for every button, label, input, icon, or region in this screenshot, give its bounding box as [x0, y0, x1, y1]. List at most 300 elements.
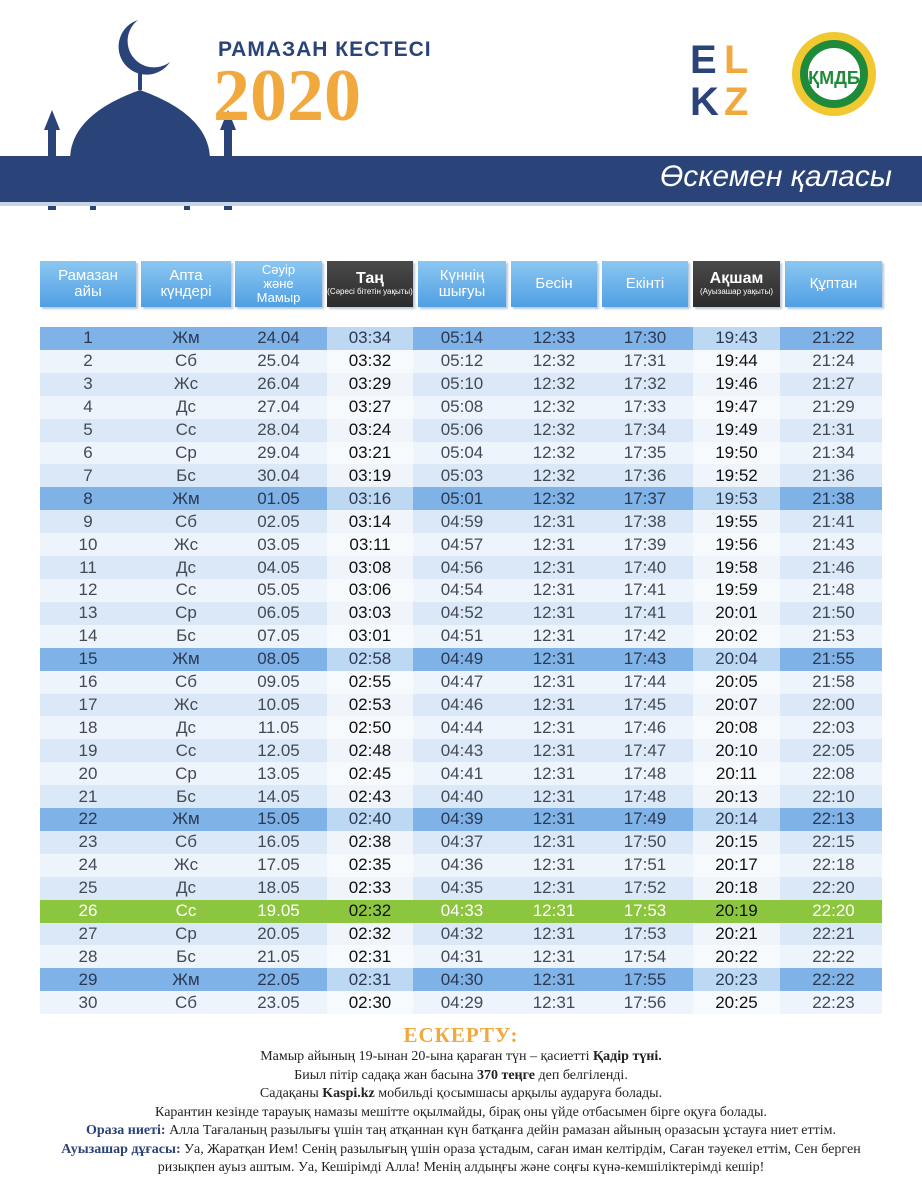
cell-dhuhr: 12:31: [532, 832, 576, 852]
cell-isha: 22:18: [812, 855, 855, 875]
cell-date: 08.05: [257, 649, 300, 669]
cell-maghrib: 19:50: [693, 442, 780, 465]
cell-weekday: Ср: [175, 442, 197, 462]
cell-isha: 21:36: [812, 465, 855, 485]
cell-asr: 17:45: [623, 694, 667, 714]
cell-maghrib: 19:47: [693, 396, 780, 419]
cell-asr: 17:33: [623, 397, 667, 417]
svg-text:Z: Z: [724, 80, 749, 117]
cell-weekday: Ср: [175, 603, 197, 623]
cell-dhuhr: 12:31: [532, 901, 576, 921]
cell-asr: 17:55: [623, 969, 667, 989]
table-row: [40, 762, 882, 785]
cell-day: 10: [78, 534, 98, 554]
cell-fajr: 02:40: [327, 808, 413, 831]
cell-maghrib: 20:02: [693, 625, 780, 648]
table-row: [40, 373, 882, 396]
note-line: Ауызашар дұғасы: Уа, Жаратқан Ием! Сенің разылығың үшін ораза ұстадым, саған иман келтірдім, Саған тәуекел еттім, Сен берген: [61, 1141, 861, 1157]
cell-sunrise: 04:32: [440, 924, 484, 944]
cell-dhuhr: 12:31: [532, 672, 576, 692]
cell-date: 15.05: [257, 809, 300, 829]
cell-day: 6: [83, 442, 93, 462]
cell-isha: 22:20: [812, 878, 855, 898]
cell-dhuhr: 12:32: [532, 420, 576, 440]
cell-weekday: Ср: [175, 763, 197, 783]
cell-fajr: 02:48: [327, 739, 413, 762]
table-row: [40, 625, 882, 648]
cell-day: 26: [78, 901, 98, 921]
cell-date: 27.04: [257, 397, 300, 417]
cell-asr: 17:56: [623, 992, 667, 1012]
cell-day: 23: [78, 832, 98, 852]
cell-isha: 22:05: [812, 740, 855, 760]
cell-maghrib: 19:55: [693, 510, 780, 533]
cell-dhuhr: 12:32: [532, 351, 576, 371]
cell-isha: 21:29: [812, 397, 855, 417]
table-row: [40, 419, 882, 442]
cell-fajr: 02:45: [327, 762, 413, 785]
table-row: [40, 900, 882, 923]
table-row: [40, 510, 882, 533]
cell-sunrise: 04:33: [440, 901, 484, 921]
cell-maghrib: 20:07: [693, 694, 780, 717]
cell-fajr: 03:14: [327, 510, 413, 533]
table-row: [40, 671, 882, 694]
cell-fajr: 02:53: [327, 694, 413, 717]
cell-asr: 17:44: [623, 672, 667, 692]
cell-dhuhr: 12:31: [532, 626, 576, 646]
cell-sunrise: 04:40: [440, 786, 484, 806]
note-line: Садақаны Kaspi.kz мобильді қосымшасы арқылы аударуға болады.: [259, 1086, 663, 1101]
cell-sunrise: 04:39: [440, 809, 484, 829]
cell-sunrise: 04:46: [440, 694, 484, 714]
cell-asr: 17:52: [623, 878, 667, 898]
cell-date: 24.04: [257, 328, 300, 348]
cell-weekday: Жм: [172, 488, 200, 508]
cell-sunrise: 04:41: [440, 763, 484, 783]
table-row: [40, 945, 882, 968]
cell-dhuhr: 12:31: [532, 786, 576, 806]
cell-isha: 21:34: [812, 442, 855, 462]
cell-sunrise: 04:47: [440, 672, 484, 692]
cell-asr: 17:53: [623, 901, 667, 921]
cell-isha: 21:46: [812, 557, 855, 577]
cell-weekday: Бс: [176, 786, 196, 806]
schedule-year: 2020: [213, 55, 361, 137]
cell-day: 9: [83, 511, 93, 531]
cell-isha: 21:41: [812, 511, 855, 531]
cell-maghrib: 20:04: [693, 648, 780, 671]
cell-weekday: Сб: [174, 832, 197, 852]
cell-weekday: Ср: [175, 924, 197, 944]
cell-day: 2: [83, 351, 93, 371]
cell-date: 16.05: [257, 832, 300, 852]
kmdb-seal: [790, 30, 878, 118]
cell-isha: 21:31: [812, 420, 855, 440]
notes-title: ЕСКЕРТУ:: [403, 1023, 519, 1047]
cell-weekday: Бс: [176, 465, 196, 485]
cell-day: 17: [78, 694, 98, 714]
cell-dhuhr: 12:32: [532, 465, 576, 485]
cell-asr: 17:41: [623, 603, 667, 623]
cell-maghrib: 19:44: [693, 350, 780, 373]
cell-asr: 17:54: [623, 946, 667, 966]
cell-day: 11: [79, 557, 97, 577]
cell-fajr: 03:06: [327, 579, 413, 602]
cell-asr: 17:53: [623, 924, 667, 944]
cell-maghrib: 20:14: [693, 808, 780, 831]
cell-weekday: Жс: [173, 374, 199, 394]
cell-isha: 21:58: [812, 672, 855, 692]
cell-sunrise: 05:06: [440, 420, 484, 440]
table-row: [40, 648, 882, 671]
cell-dhuhr: 12:32: [532, 488, 576, 508]
cell-maghrib: 20:01: [693, 602, 780, 625]
cell-sunrise: 04:37: [440, 832, 484, 852]
cell-day: 25: [78, 878, 98, 898]
cell-fajr: 02:43: [327, 785, 413, 808]
svg-text:K: K: [690, 80, 719, 117]
cell-dhuhr: 12:31: [532, 924, 576, 944]
cell-date: 20.05: [257, 924, 300, 944]
cell-day: 18: [78, 717, 98, 737]
cell-sunrise: 04:56: [440, 557, 484, 577]
table-row: [40, 533, 882, 556]
cell-day: 8: [83, 488, 93, 508]
cell-sunrise: 04:51: [440, 626, 484, 646]
cell-date: 05.05: [257, 580, 300, 600]
note-line: Мамыр айының 19-ынан 20-ына қараған түн – қасиетті Қадір түні.: [260, 1049, 662, 1064]
cell-sunrise: 04:57: [440, 534, 484, 554]
cell-isha: 22:20: [812, 901, 855, 921]
cell-isha: 22:03: [812, 717, 855, 737]
cell-weekday: Сс: [175, 740, 197, 760]
cell-date: 17.05: [257, 855, 300, 875]
table-row: [40, 716, 882, 739]
cell-isha: 21:22: [812, 328, 855, 348]
cell-dhuhr: 12:31: [532, 603, 576, 623]
cell-fajr: 03:21: [327, 442, 413, 465]
cell-fajr: 02:32: [327, 923, 413, 946]
cell-date: 26.04: [257, 374, 300, 394]
table-row: [40, 579, 882, 602]
cell-date: 28.04: [257, 420, 300, 440]
cell-maghrib: 20:08: [693, 716, 780, 739]
cell-asr: 17:34: [623, 420, 667, 440]
note-line: Биыл пітір садақа жан басына 370 теңге деп белгіленді.: [294, 1067, 628, 1083]
cell-dhuhr: 12:31: [532, 740, 576, 760]
cell-asr: 17:32: [623, 374, 667, 394]
cell-day: 16: [78, 672, 98, 692]
col-weekday: Апта күндері: [141, 261, 231, 307]
cell-day: 1: [83, 328, 93, 348]
cell-day: 29: [78, 969, 98, 989]
cell-dhuhr: 12:31: [532, 763, 576, 783]
cell-date: 22.05: [257, 969, 300, 989]
cell-date: 01.05: [257, 488, 300, 508]
cell-sunrise: 04:44: [440, 717, 484, 737]
col-dhuhr: Бесін: [511, 261, 597, 307]
cell-isha: 22:00: [812, 694, 855, 714]
cell-day: 7: [83, 465, 93, 485]
cell-sunrise: 04:43: [440, 740, 484, 760]
cell-maghrib: 19:53: [693, 487, 780, 510]
cell-dhuhr: 12:32: [532, 374, 576, 394]
cell-dhuhr: 12:31: [532, 946, 576, 966]
cell-sunrise: 05:04: [440, 442, 484, 462]
col-ramadan-day: Рамазан айы: [40, 261, 136, 307]
table-row: [40, 464, 882, 487]
cell-sunrise: 04:36: [440, 855, 484, 875]
cell-asr: 17:43: [623, 649, 667, 669]
cell-maghrib: 19:56: [693, 533, 780, 556]
cell-sunrise: 05:01: [440, 488, 484, 508]
table-row: [40, 785, 882, 808]
cell-dhuhr: 12:31: [532, 809, 576, 829]
cell-fajr: 03:34: [327, 327, 413, 350]
cell-weekday: Дс: [175, 878, 196, 898]
cell-fajr: 02:55: [327, 671, 413, 694]
schedule-title: РАМАЗАН КЕСТЕСІ: [218, 38, 432, 61]
cell-dhuhr: 12:31: [532, 557, 576, 577]
cell-sunrise: 04:29: [440, 992, 484, 1012]
cell-date: 04.05: [257, 557, 300, 577]
cell-asr: 17:39: [623, 534, 667, 554]
cell-weekday: Жс: [173, 694, 199, 714]
note-line: Ораза ниеті: Алла Тағаланың разылығы үшін таң атқаннан күн батқанға дейін рамазан айының оразасын ұстауға ниет еттім.: [85, 1123, 837, 1138]
cell-date: 11.05: [257, 717, 300, 737]
cell-date: 14.05: [257, 786, 300, 806]
cell-day: 12: [78, 580, 98, 600]
cell-day: 30: [78, 992, 98, 1012]
cell-asr: 17:30: [623, 328, 667, 348]
cell-maghrib: 20:05: [693, 671, 780, 694]
cell-asr: 17:36: [623, 465, 667, 485]
notes-section: [0, 1022, 922, 1178]
cell-maghrib: 19:52: [693, 464, 780, 487]
cell-date: 30.04: [257, 465, 300, 485]
cell-fajr: 02:30: [327, 991, 413, 1014]
cell-sunrise: 04:35: [440, 878, 484, 898]
cell-date: 23.05: [257, 992, 300, 1012]
cell-weekday: Жм: [172, 969, 200, 989]
schedule-table: [40, 327, 882, 1014]
cell-day: 21: [78, 786, 98, 806]
cell-isha: 22:22: [812, 946, 855, 966]
col-date: Сәуір және Мамыр: [235, 261, 322, 307]
cell-fajr: 03:27: [327, 396, 413, 419]
cell-date: 19.05: [257, 901, 300, 921]
cell-weekday: Жм: [172, 809, 200, 829]
cell-asr: 17:38: [623, 511, 667, 531]
cell-sunrise: 05:12: [440, 351, 484, 371]
cell-isha: 21:50: [812, 603, 855, 623]
cell-day: 20: [78, 763, 98, 783]
cell-day: 13: [78, 603, 98, 623]
cell-weekday: Жс: [173, 855, 199, 875]
cell-asr: 17:40: [623, 557, 667, 577]
cell-date: 10.05: [257, 694, 300, 714]
cell-isha: 21:48: [812, 580, 855, 600]
cell-isha: 22:22: [812, 969, 855, 989]
cell-dhuhr: 12:31: [532, 717, 576, 737]
city-name: Өскемен қаласы: [659, 160, 892, 193]
cell-dhuhr: 12:31: [532, 969, 576, 989]
cell-date: 02.05: [257, 511, 300, 531]
cell-sunrise: 05:08: [440, 397, 484, 417]
cell-fajr: 03:11: [327, 533, 413, 556]
cell-maghrib: 20:21: [693, 923, 780, 946]
table-row: [40, 396, 882, 419]
table-row: [40, 831, 882, 854]
cell-maghrib: 20:10: [693, 739, 780, 762]
cell-weekday: Жм: [172, 649, 200, 669]
cell-weekday: Сс: [175, 580, 197, 600]
cell-day: 19: [78, 740, 98, 760]
cell-date: 29.04: [257, 442, 300, 462]
cell-day: 22: [78, 809, 98, 829]
cell-sunrise: 04:49: [440, 649, 484, 669]
cell-maghrib: 20:11: [693, 762, 780, 785]
cell-weekday: Сб: [174, 992, 197, 1012]
table-row: [40, 442, 882, 465]
cell-sunrise: 04:54: [440, 580, 484, 600]
cell-dhuhr: 12:31: [532, 878, 576, 898]
svg-text:E: E: [690, 38, 717, 82]
table-row: [40, 602, 882, 625]
table-row: [40, 487, 882, 510]
cell-maghrib: 20:25: [693, 991, 780, 1014]
cell-asr: 17:42: [623, 626, 667, 646]
table-row: [40, 991, 882, 1014]
table-row: [40, 968, 882, 991]
cell-fajr: 03:16: [327, 487, 413, 510]
cell-dhuhr: 12:31: [532, 694, 576, 714]
cell-fajr: 02:50: [327, 716, 413, 739]
cell-asr: 17:48: [623, 786, 667, 806]
cell-dhuhr: 12:31: [532, 992, 576, 1012]
cell-weekday: Бс: [176, 626, 196, 646]
cell-isha: 22:23: [812, 992, 855, 1012]
cell-dhuhr: 12:32: [532, 442, 576, 462]
cell-sunrise: 05:10: [440, 374, 484, 394]
cell-fajr: 03:08: [327, 556, 413, 579]
cell-date: 07.05: [257, 626, 300, 646]
cell-day: 15: [78, 649, 98, 669]
cell-weekday: Дс: [175, 557, 196, 577]
col-maghrib: Ақшам (Ауызашар уақыты): [693, 261, 780, 307]
cell-sunrise: 04:31: [440, 946, 484, 966]
cell-sunrise: 04:59: [440, 511, 484, 531]
cell-fajr: 02:38: [327, 831, 413, 854]
cell-sunrise: 05:03: [440, 465, 484, 485]
cell-asr: 17:47: [623, 740, 667, 760]
cell-date: 06.05: [257, 603, 300, 623]
cell-weekday: Бс: [176, 946, 196, 966]
cell-asr: 17:50: [623, 832, 667, 852]
svg-text:ҚМДБ: ҚМДБ: [808, 68, 860, 88]
cell-fajr: 02:32: [327, 900, 413, 923]
cell-asr: 17:49: [623, 809, 667, 829]
table-row: [40, 877, 882, 900]
cell-day: 28: [78, 946, 98, 966]
cell-day: 4: [83, 397, 93, 417]
table-row: [40, 739, 882, 762]
cell-weekday: Сс: [175, 420, 197, 440]
cell-day: 5: [83, 420, 93, 440]
cell-weekday: Дс: [175, 397, 196, 417]
cell-isha: 21:38: [812, 488, 855, 508]
col-fajr: Таң (Сәресі бітетін уақыты): [327, 261, 413, 307]
cell-weekday: Сб: [174, 672, 197, 692]
cell-maghrib: 19:43: [693, 327, 780, 350]
cell-isha: 21:27: [812, 374, 855, 394]
cell-weekday: Жм: [172, 328, 200, 348]
col-asr: Екінті: [602, 261, 688, 307]
cell-asr: 17:37: [623, 488, 667, 508]
table-row: [40, 694, 882, 717]
cell-isha: 22:15: [812, 832, 855, 852]
cell-day: 27: [78, 924, 98, 944]
cell-fajr: 02:35: [327, 854, 413, 877]
note-line: ризықпен ауыз аштым. Уа, Кешірімді Алла! Менің алдыңғы және соңғы күнә-кемшіліктерімді кешір!: [157, 1160, 765, 1175]
cell-maghrib: 19:59: [693, 579, 780, 602]
cell-maghrib: 20:19: [693, 900, 780, 923]
cell-asr: 17:31: [623, 351, 667, 371]
cell-weekday: Сс: [175, 901, 197, 921]
table-row: [40, 854, 882, 877]
cell-dhuhr: 12:31: [532, 534, 576, 554]
cell-maghrib: 20:22: [693, 945, 780, 968]
table-row: [40, 327, 882, 350]
svg-text:L: L: [724, 38, 749, 82]
note-line: Карантин кезінде тарауық намазы мешітте оқылмайды, бірақ оны үйде отбасымен бірге оқуға болады.: [155, 1104, 767, 1120]
table-row: [40, 808, 882, 831]
cell-asr: 17:48: [623, 763, 667, 783]
cell-isha: 22:21: [812, 924, 855, 944]
cell-asr: 17:41: [623, 580, 667, 600]
table-row: [40, 350, 882, 373]
cell-maghrib: 20:23: [693, 968, 780, 991]
cell-fajr: 03:24: [327, 419, 413, 442]
cell-asr: 17:46: [623, 717, 667, 737]
cell-fajr: 03:03: [327, 602, 413, 625]
cell-maghrib: 20:13: [693, 785, 780, 808]
cell-fajr: 03:29: [327, 373, 413, 396]
col-isha: Құптан: [785, 261, 882, 307]
cell-date: 03.05: [257, 534, 300, 554]
cell-dhuhr: 12:33: [532, 328, 576, 348]
cell-maghrib: 20:15: [693, 831, 780, 854]
cell-dhuhr: 12:31: [532, 649, 576, 669]
cell-day: 24: [78, 855, 98, 875]
cell-date: 18.05: [257, 878, 300, 898]
cell-weekday: Сб: [174, 351, 197, 371]
col-sunrise: Күннің шығуы: [418, 261, 506, 307]
cell-maghrib: 19:46: [693, 373, 780, 396]
table-row: [40, 556, 882, 579]
cell-day: 14: [78, 626, 98, 646]
cell-maghrib: 19:49: [693, 419, 780, 442]
cell-fajr: 03:19: [327, 464, 413, 487]
cell-dhuhr: 12:31: [532, 580, 576, 600]
cell-dhuhr: 12:31: [532, 855, 576, 875]
cell-maghrib: 19:58: [693, 556, 780, 579]
cell-weekday: Жс: [173, 534, 199, 554]
cell-isha: 21:53: [812, 626, 855, 646]
cell-sunrise: 04:52: [440, 603, 484, 623]
cell-asr: 17:35: [623, 442, 667, 462]
